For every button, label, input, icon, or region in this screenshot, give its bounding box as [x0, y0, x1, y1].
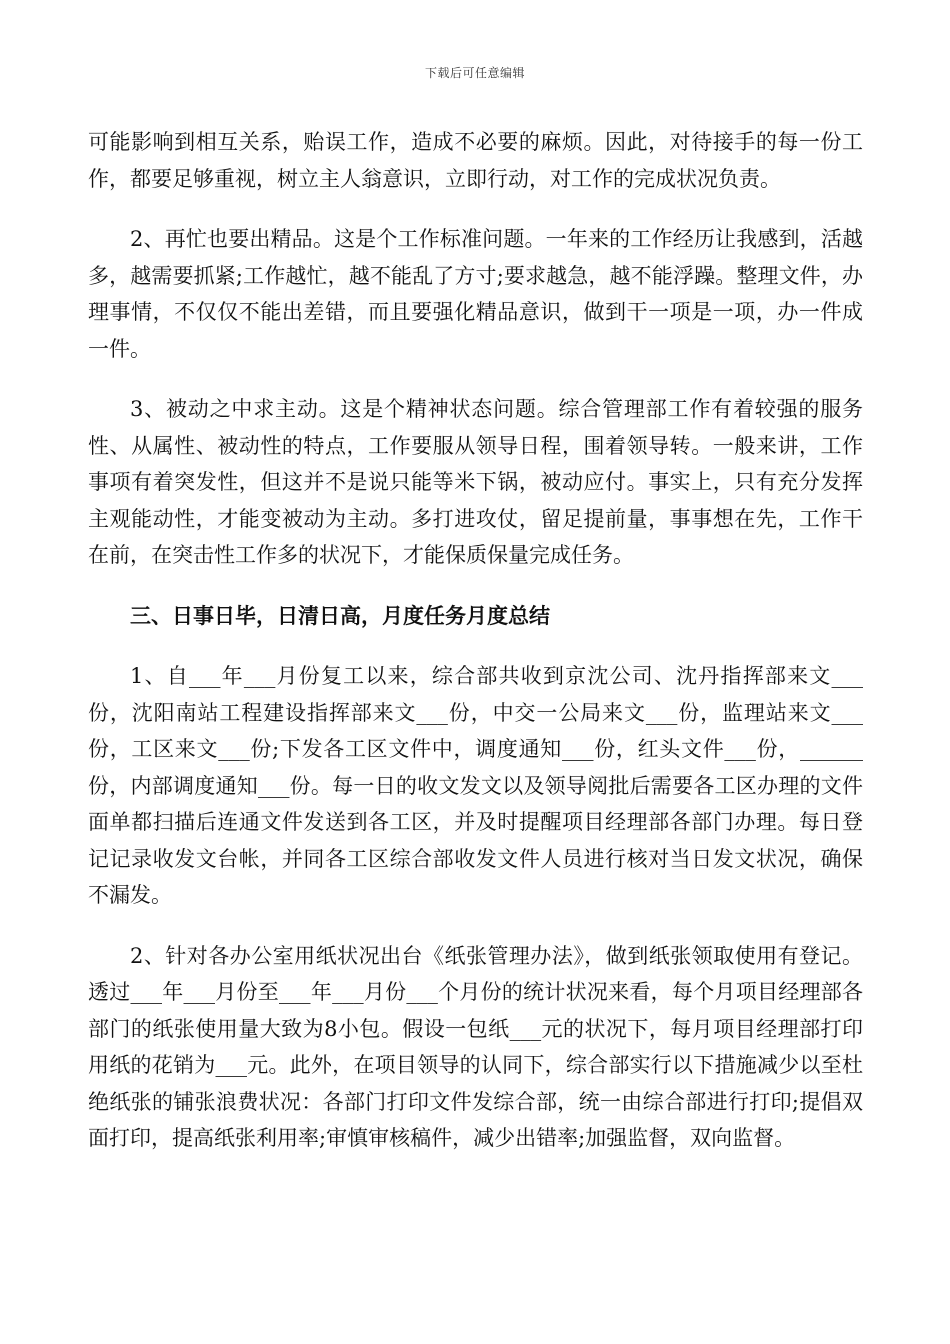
page-header-note: 下载后可任意编辑: [424, 66, 525, 80]
section-heading: 三、日事日毕，日清日高，月度任务月度总结: [130, 602, 550, 628]
paragraph-item-3: 3、被动之中求主动。这是个精神状态问题。综合管理部工作有着较强的服务性、从属性、被动性的特点，工作要服从领导日程，围着领导转。一般来讲，工作事项有着突发性，但这并不是说只能等米下锅，被动应付。事实上，只有充分发挥主观能动性，才能变被动为主动。多打进攻仗，留足提前量，事事想在先，工作干在前，在突击性工作多的状况下，才能保质保量完成任务。: [88, 397, 863, 567]
paragraph-section-item-2: 2、针对各办公室用纸状况出台《纸张管理办法》，做到纸张领取使用有登记。透过___年___月份至___年___月份___个月份的统计状况来看，每个月项目经理部各部门的纸张使用量大致为8小包。假设一包纸___元的状况下，每月项目经理部打印用纸的花销为___元。此外，在项目领导的认同下，综合部实行以下措施减少以至杜绝纸张的铺张浪费状况：各部门打印文件发综合部，统一由综合部进行打印;提倡双面打印，提高纸张利用率;审慎审核稿件，减少出错率;加强监督，双向监督。: [88, 943, 863, 1150]
paragraph-section-item-1: 1、自___年___月份复工以来，综合部共收到京沈公司、沈丹指挥部来文___份，沈阳南站工程建设指挥部来文___份，中交一公局来文___份，监理站来文___份，工区来文___份;下发各工区文件中，调度通知___份，红头文件___份，______份，内部调度通知___份。每一日的收文发文以及领导阅批后需要各工区办理的文件面单都扫描后连通文件发送到各工区，并及时提醒项目经理部各部门办理。每日登记记录收发文台帐，并同各工区综合部收发文件人员进行核对当日发文状况，确保不漏发。: [88, 664, 863, 907]
paragraph-item-2: 2、再忙也要出精品。这是个工作标准问题。一年来的工作经历让我感到，活越多，越需要抓紧;工作越忙，越不能乱了方寸;要求越急，越不能浮躁。整理文件，办理事情，不仅仅不能出差错，而且要强化精品意识，做到干一项是一项，办一件成一件。: [88, 227, 863, 361]
paragraph-continuation: 可能影响到相互关系，贻误工作，造成不必要的麻烦。因此，对待接手的每一份工作，都要足够重视，树立主人翁意识，立即行动，对工作的完成状况负责。: [88, 130, 863, 191]
document-body: [88, 124, 863, 1157]
